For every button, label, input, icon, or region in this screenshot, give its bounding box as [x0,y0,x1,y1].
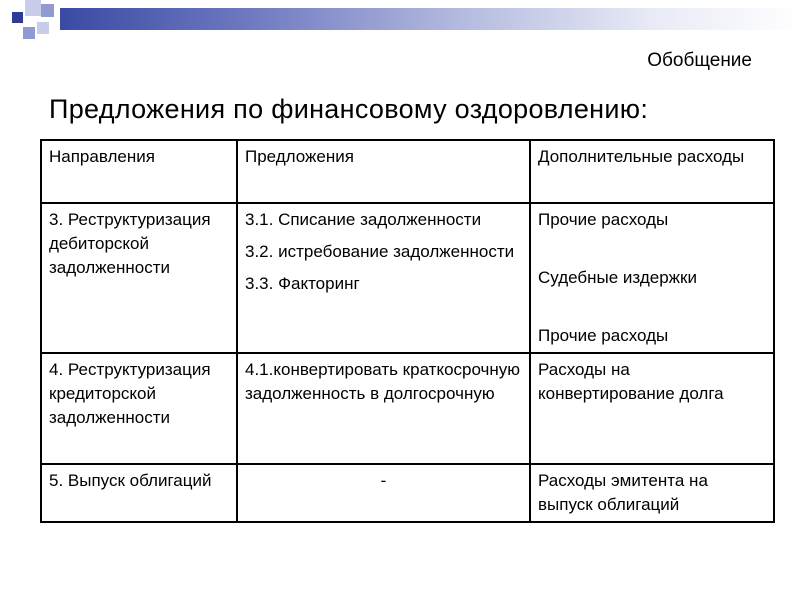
proposal-item: - [380,471,387,490]
corner-square-medium-2 [23,27,35,39]
proposals-cell [237,464,530,522]
proposal-item: 3.2. истребование задолженности [245,242,515,261]
header-cell-proposals: Предложения [237,140,530,203]
proposals-table [40,139,775,523]
header-cell-directions: Направления [41,140,237,203]
expense-item: Судебные издержки [538,268,697,287]
expenses-cell [530,353,774,464]
expense-item: Расходы эмитента на выпуск облигаций [538,471,708,514]
slide-title: Предложения по финансовому оздоровлению: [49,94,649,124]
expenses-cell [530,203,774,353]
expense-item: Прочие расходы [538,326,669,345]
proposal-item: 3.1. Списание задолженности [245,210,482,229]
expense-item: Прочие расходы [538,210,669,229]
direction-cell: 4. Реструктуризация кредиторской задолженности [41,353,237,464]
corner-square-dark [12,12,23,23]
table-row [41,464,774,522]
expenses-cell [530,464,774,522]
table-row [41,353,774,464]
proposals-cell [237,203,530,353]
direction-cell: 3. Реструктуризация дебиторской задолженности [41,203,237,353]
corner-square-pale [37,22,49,34]
proposal-item: 3.3. Факторинг [245,274,360,293]
proposals-cell [237,353,530,464]
section-label: Обобщение [647,50,752,71]
direction-cell: 5. Выпуск облигаций [41,464,237,522]
table-header-row [41,140,774,203]
header-cell-expenses: Дополнительные расходы [530,140,774,203]
header-gradient-bar [60,8,800,30]
table-row [41,203,774,353]
corner-square-light [25,0,41,16]
proposal-item: 4.1.конвертировать краткосрочную задолженность в долгосрочную [245,360,521,403]
corner-square-medium [41,4,54,17]
expense-item: Расходы на конвертирование долга [538,360,724,403]
